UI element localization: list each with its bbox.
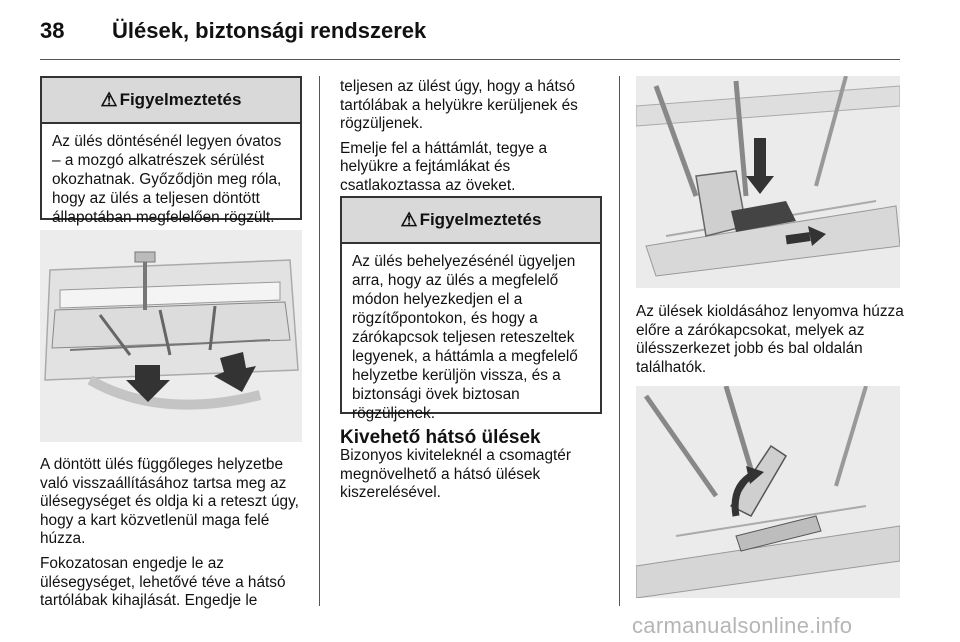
page-number: 38	[40, 18, 65, 43]
warning-box	[40, 76, 302, 226]
seat-latch-illustration	[636, 76, 900, 288]
header-divider	[40, 59, 900, 60]
body-text: Az ülések kioldásához lenyomva húzza előre a zárókapcsokat, melyek az ülésszerkezet jobb és bal oldalán találhatók.	[636, 303, 904, 376]
warning-triangle-icon: ⚠	[100, 89, 118, 111]
column-divider	[619, 76, 620, 606]
seat-latch-release-illustration	[636, 386, 900, 598]
paragraph: Emelje fel a háttámlát, tegye a helyükre a fejtámlákat és csatlakoztassa az öveket.	[340, 139, 548, 194]
section-text: Bizonyos kiviteleknél a csomagtér megnövelhető a hátsó ülések kiszerelésével.	[340, 447, 571, 502]
section-title: Kivehető hátsó ülések	[340, 427, 541, 448]
paragraph: A döntött ülés függőleges helyzetbe való visszaállításához tartsa meg az ülésegységet és oldja ki a reteszt úgy, hogy a kart közvetlenül maga felé húzza.	[40, 456, 299, 548]
warning-box	[340, 196, 602, 422]
warning-text: Az ülés döntésénél legyen óvatos – a mozgó alkatrészek sérülést okozhatnak. Győződjön meg róla, hogy az ülés a teljesen döntött állapotában megfelelően rögzült.	[52, 133, 282, 226]
body-text	[40, 456, 308, 617]
page-title: Ülések, biztonsági rendszerek	[112, 18, 427, 43]
warning-title: Figyelmeztetés	[419, 210, 542, 229]
watermark: carmanualsonline.info	[632, 613, 853, 638]
paragraph: Fokozatosan engedje le az ülésegységet, lehetővé téve a hátsó tartólábak kihajlását. Engedje le	[40, 554, 286, 610]
paragraph: teljesen az ülést úgy, hogy a hátsó tartólábak a helyükre kerüljenek és rögzüljenek.	[340, 78, 578, 133]
warning-title: Figyelmeztetés	[119, 90, 242, 109]
seat-release-illustration	[40, 230, 302, 442]
column-divider	[319, 76, 320, 606]
warning-text: Az ülés behelyezésénél ügyeljen arra, hogy az ülés a megfelelő módon helyezkedjen el a rögzítőpontokon, és hogy a zárókapcsok teljesen reteszeltek legyenek, a háttámla a megfelelő helyzetbe kerüljön vissza, és a biztonsági övek biztosan rögzüljenek.	[352, 253, 578, 422]
warning-triangle-icon: ⚠	[400, 209, 418, 231]
warning-header	[342, 198, 600, 244]
warning-header	[42, 78, 300, 124]
body-text	[340, 78, 602, 202]
